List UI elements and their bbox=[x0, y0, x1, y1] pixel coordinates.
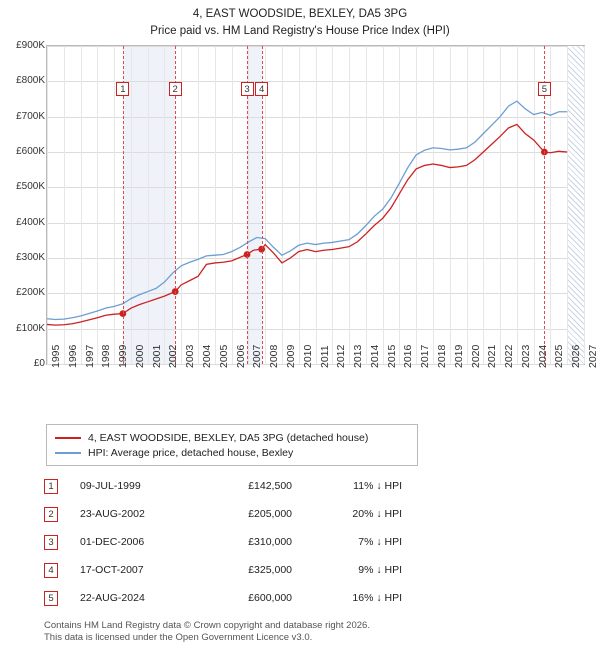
x-axis-tick-label: 2009 bbox=[284, 344, 297, 368]
x-axis-tick-label: 2014 bbox=[368, 344, 381, 368]
y-axis-tick-label: £200K bbox=[16, 287, 45, 299]
row-index-badge: 1 bbox=[44, 479, 58, 494]
sale-price: £142,500 bbox=[248, 480, 292, 492]
sale-price: £205,000 bbox=[248, 508, 292, 520]
footer-line-1: Contains HM Land Registry data © Crown copyright and database right 2026. bbox=[44, 620, 370, 631]
series-line bbox=[47, 101, 567, 319]
x-axis-tick-label: 2012 bbox=[335, 344, 348, 368]
x-gridline bbox=[584, 46, 585, 364]
sale-date: 23-AUG-2002 bbox=[80, 508, 145, 520]
x-axis-tick-label: 2010 bbox=[301, 344, 314, 368]
x-axis-tick-label: 2013 bbox=[352, 344, 365, 368]
x-axis-tick-label: 2004 bbox=[201, 344, 214, 368]
x-axis-tick-label: 2027 bbox=[587, 344, 599, 368]
x-axis-tick-label: 2000 bbox=[133, 344, 146, 368]
table-row bbox=[44, 528, 464, 556]
x-axis-tick-label: 2005 bbox=[217, 344, 230, 368]
y-axis-tick-label: £500K bbox=[16, 181, 45, 193]
x-axis-tick-label: 2021 bbox=[486, 344, 499, 368]
hpi-delta: 20% ↓ HPI bbox=[352, 508, 402, 520]
sales-table bbox=[44, 472, 464, 612]
x-axis-tick-label: 2001 bbox=[150, 344, 163, 368]
row-index-badge: 2 bbox=[44, 507, 58, 522]
legend-item bbox=[55, 430, 409, 445]
x-axis-tick-label: 1997 bbox=[83, 344, 96, 368]
x-axis-tick-label: 2017 bbox=[419, 344, 432, 368]
sale-marker-label[interactable]: 1 bbox=[116, 82, 129, 96]
hpi-delta: 7% ↓ HPI bbox=[358, 536, 402, 548]
x-axis-tick-label: 2018 bbox=[435, 344, 448, 368]
hpi-delta: 9% ↓ HPI bbox=[358, 564, 402, 576]
hpi-delta: 16% ↓ HPI bbox=[352, 592, 402, 604]
y-axis-tick-label: £400K bbox=[16, 216, 45, 228]
y-axis-tick-label: £900K bbox=[16, 40, 45, 51]
series-line bbox=[47, 124, 567, 325]
x-axis-tick-label: 2020 bbox=[469, 344, 482, 368]
sale-date: 01-DEC-2006 bbox=[80, 536, 145, 548]
legend-item-label: HPI: Average price, detached house, Bexley bbox=[88, 446, 294, 459]
x-axis-tick-label: 2026 bbox=[570, 344, 583, 368]
sale-price: £310,000 bbox=[248, 536, 292, 548]
x-axis-tick-label: 2015 bbox=[385, 344, 398, 368]
y-axis-tick-label: £0 bbox=[33, 358, 45, 369]
x-axis-tick-label: 1998 bbox=[100, 344, 113, 368]
legend-color-swatch bbox=[55, 437, 81, 439]
footer-line-2: This data is licensed under the Open Government Licence v3.0. bbox=[44, 632, 313, 643]
x-axis-tick-label: 2011 bbox=[318, 345, 331, 368]
x-axis-tick-label: 2025 bbox=[553, 344, 566, 368]
legend-color-swatch bbox=[55, 452, 81, 454]
x-axis-tick-label: 2008 bbox=[268, 344, 281, 368]
sale-date: 09-JUL-1999 bbox=[80, 480, 141, 492]
x-axis-tick-label: 1999 bbox=[117, 344, 130, 368]
y-axis-tick-label: £600K bbox=[16, 146, 45, 157]
x-axis-tick-label: 1996 bbox=[66, 344, 79, 368]
sale-price: £600,000 bbox=[248, 592, 292, 604]
price-chart-plot bbox=[16, 40, 585, 369]
x-axis-tick-label: 2002 bbox=[167, 344, 180, 368]
footer-attribution bbox=[44, 620, 584, 644]
legend-item-label: 4, EAST WOODSIDE, BEXLEY, DA5 3PG (detached house) bbox=[88, 431, 369, 444]
x-axis-tick-label: 2007 bbox=[251, 344, 264, 368]
y-axis-tick-label: £800K bbox=[16, 75, 45, 87]
x-axis-tick-label: 2019 bbox=[452, 344, 465, 368]
sale-date: 17-OCT-2007 bbox=[80, 564, 144, 576]
chart-legend bbox=[46, 424, 418, 466]
y-axis-tick-label: £300K bbox=[16, 252, 45, 263]
x-axis-tick-label: 2024 bbox=[536, 344, 549, 368]
x-axis-tick-label: 1995 bbox=[50, 344, 62, 368]
sale-marker-label[interactable]: 5 bbox=[538, 82, 551, 96]
sale-marker-label[interactable]: 2 bbox=[169, 82, 182, 96]
row-index-badge: 4 bbox=[44, 563, 58, 578]
sale-date: 22-AUG-2024 bbox=[80, 592, 145, 604]
x-axis-tick-label: 2016 bbox=[402, 344, 415, 368]
table-row bbox=[44, 500, 464, 528]
row-index-badge: 5 bbox=[44, 591, 58, 606]
x-axis-tick-label: 2023 bbox=[519, 344, 532, 368]
x-axis-tick-label: 2006 bbox=[234, 344, 247, 368]
row-index-badge: 3 bbox=[44, 535, 58, 550]
y-axis-tick-label: £100K bbox=[16, 322, 45, 334]
table-row bbox=[44, 556, 464, 584]
sale-marker-label[interactable]: 3 bbox=[241, 82, 254, 96]
sale-price: £325,000 bbox=[248, 564, 292, 576]
x-axis-tick-label: 2003 bbox=[184, 344, 197, 368]
page-title bbox=[0, 6, 600, 40]
legend-item bbox=[55, 445, 409, 460]
y-axis-tick-label: £700K bbox=[16, 110, 45, 122]
title-line-2: Price paid vs. HM Land Registry's House Price Index (HPI) bbox=[150, 25, 450, 37]
title-line-1: 4, EAST WOODSIDE, BEXLEY, DA5 3PG bbox=[192, 8, 408, 20]
x-axis-tick-label: 2022 bbox=[503, 344, 516, 368]
table-row bbox=[44, 472, 464, 500]
sale-marker-label[interactable]: 4 bbox=[255, 82, 268, 96]
hpi-delta: 11% ↓ HPI bbox=[353, 480, 402, 492]
table-row bbox=[44, 584, 464, 612]
